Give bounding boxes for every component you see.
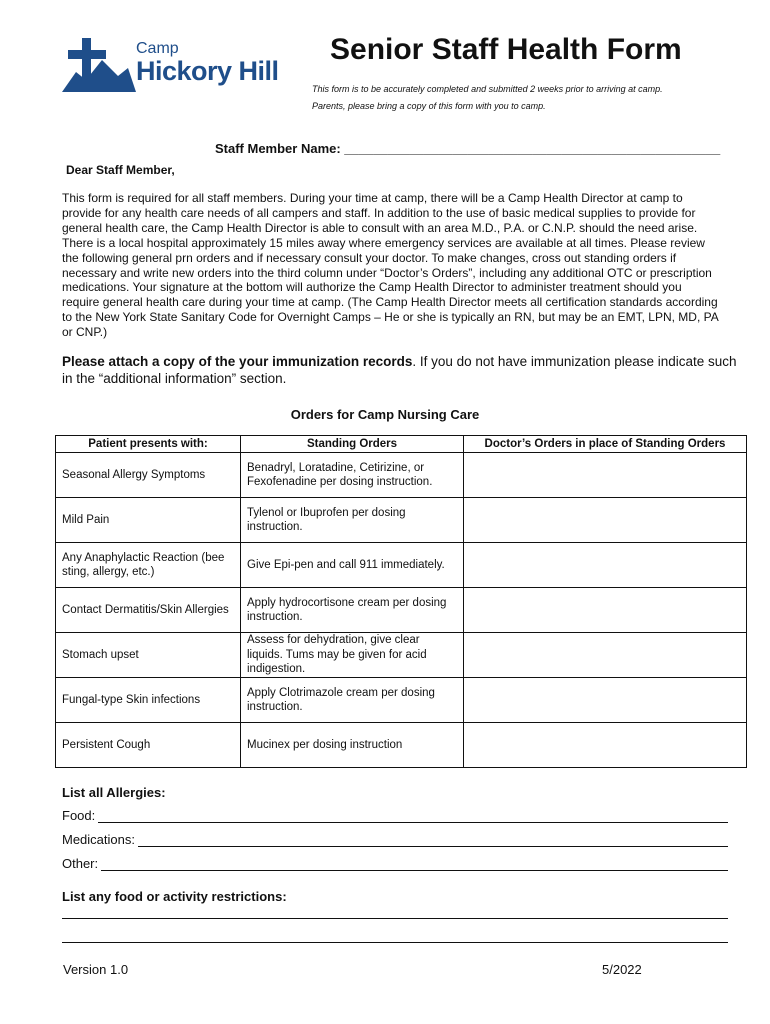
logo-name-text: Hickory Hill (136, 56, 279, 86)
standing-order-cell: Give Epi-pen and call 911 immediately. (241, 543, 464, 588)
parents-note: Parents, please bring a copy of this form with you to camp. (312, 101, 546, 111)
doctor-order-cell[interactable] (464, 633, 747, 678)
restrictions-heading: List any food or activity restrictions: (62, 889, 287, 904)
standing-order-cell: Apply Clotrimazole cream per dosing instruction. (241, 678, 464, 723)
table-row (56, 723, 747, 768)
table-header-row (56, 436, 747, 453)
greeting: Dear Staff Member, (66, 163, 175, 177)
other-allergy-field[interactable] (62, 856, 728, 871)
medications-input-line[interactable] (138, 834, 728, 847)
condition-cell: Persistent Cough (56, 723, 241, 768)
other-label: Other: (62, 856, 99, 871)
medications-label: Medications: (62, 832, 135, 847)
condition-cell: Mild Pain (56, 498, 241, 543)
doctor-order-cell[interactable] (464, 498, 747, 543)
immunization-note-bold: Please attach a copy of the your immunization records (62, 354, 413, 369)
table-row (56, 633, 747, 678)
restrictions-input-line[interactable] (62, 918, 728, 919)
doctor-order-cell[interactable] (464, 678, 747, 723)
doctor-order-cell[interactable] (464, 543, 747, 588)
allergies-heading: List all Allergies: (62, 785, 166, 800)
orders-table (55, 435, 747, 768)
immunization-note (62, 354, 742, 387)
medication-allergy-field[interactable] (62, 832, 728, 847)
doctor-order-cell[interactable] (464, 588, 747, 633)
version-label: Version 1.0 (63, 962, 129, 977)
condition-cell: Fungal-type Skin infections (56, 678, 241, 723)
table-row (56, 543, 747, 588)
standing-order-cell: Tylenol or Ibuprofen per dosing instruction. (241, 498, 464, 543)
condition-cell: Stomach upset (56, 633, 241, 678)
logo-camp-text: Camp (136, 40, 179, 57)
table-row (56, 588, 747, 633)
standing-order-cell: Assess for dehydration, give clear liquids. Tums may be given for acid indigestion. (241, 633, 464, 678)
header-standing-orders: Standing Orders (241, 436, 464, 453)
orders-title: Orders for Camp Nursing Care (290, 407, 480, 422)
submission-note: This form is to be accurately completed and submitted 2 weeks prior to arriving at camp. (312, 84, 663, 94)
form-title: Senior Staff Health Form (330, 33, 682, 66)
header-patient-presents: Patient presents with: (56, 436, 241, 453)
table-row (56, 498, 747, 543)
doctor-order-cell[interactable] (464, 453, 747, 498)
immunization-note-rest: . If you do not have immunization please indicate such in the “additional information” section. (62, 354, 737, 386)
cross-mountain-icon (62, 36, 136, 94)
intro-paragraph: This form is required for all staff members. During your time at camp, there will be a Camp Health Director at camp to provide for any health care needs of all campers and staff. In addition to the use of basic medical supplies to provide for general health care, the Camp Health Director is able to consult with an area M.D., P.A. or C.N.P. should the need arise. There is a local hospital approximately 15 miles away where emergency services are available at all times. Please review the following general prn orders and if necessary consult your doctor. To make changes, cross out standing orders if necessary and write new orders into the third column under “Doctor’s Orders”, including any additional OTC or prescription medications. Your signature at the bottom will authorize the Camp Health Director to administer treatment should you require general health care during your time at camp. (The Camp Health Director meets all certification standards according to the New York State Sanitary Code for Overnight Camps – He or she is typically an RN, but may be an EMT, LPN, MD, PA or CNP.) (62, 191, 719, 340)
table-row (56, 678, 747, 723)
header-doctors-orders: Doctor’s Orders in place of Standing Orders (464, 436, 747, 453)
food-allergy-field[interactable] (62, 808, 728, 823)
condition-cell: Contact Dermatitis/Skin Allergies (56, 588, 241, 633)
other-input-line[interactable] (101, 858, 728, 871)
restrictions-input-line[interactable] (62, 942, 728, 943)
condition-cell: Any Anaphylactic Reaction (bee sting, allergy, etc.) (56, 543, 241, 588)
standing-order-cell: Benadryl, Loratadine, Cetirizine, or Fexofenadine per dosing instruction. (241, 453, 464, 498)
doctor-order-cell[interactable] (464, 723, 747, 768)
food-label: Food: (62, 808, 96, 823)
staff-name-field[interactable]: Staff Member Name: ____________________________________________________ (215, 141, 721, 156)
table-row (56, 453, 747, 498)
camp-logo (62, 36, 292, 98)
food-input-line[interactable] (98, 810, 728, 823)
condition-cell: Seasonal Allergy Symptoms (56, 453, 241, 498)
date-label: 5/2022 (602, 962, 642, 977)
standing-order-cell: Apply hydrocortisone cream per dosing instruction. (241, 588, 464, 633)
standing-order-cell: Mucinex per dosing instruction (241, 723, 464, 768)
